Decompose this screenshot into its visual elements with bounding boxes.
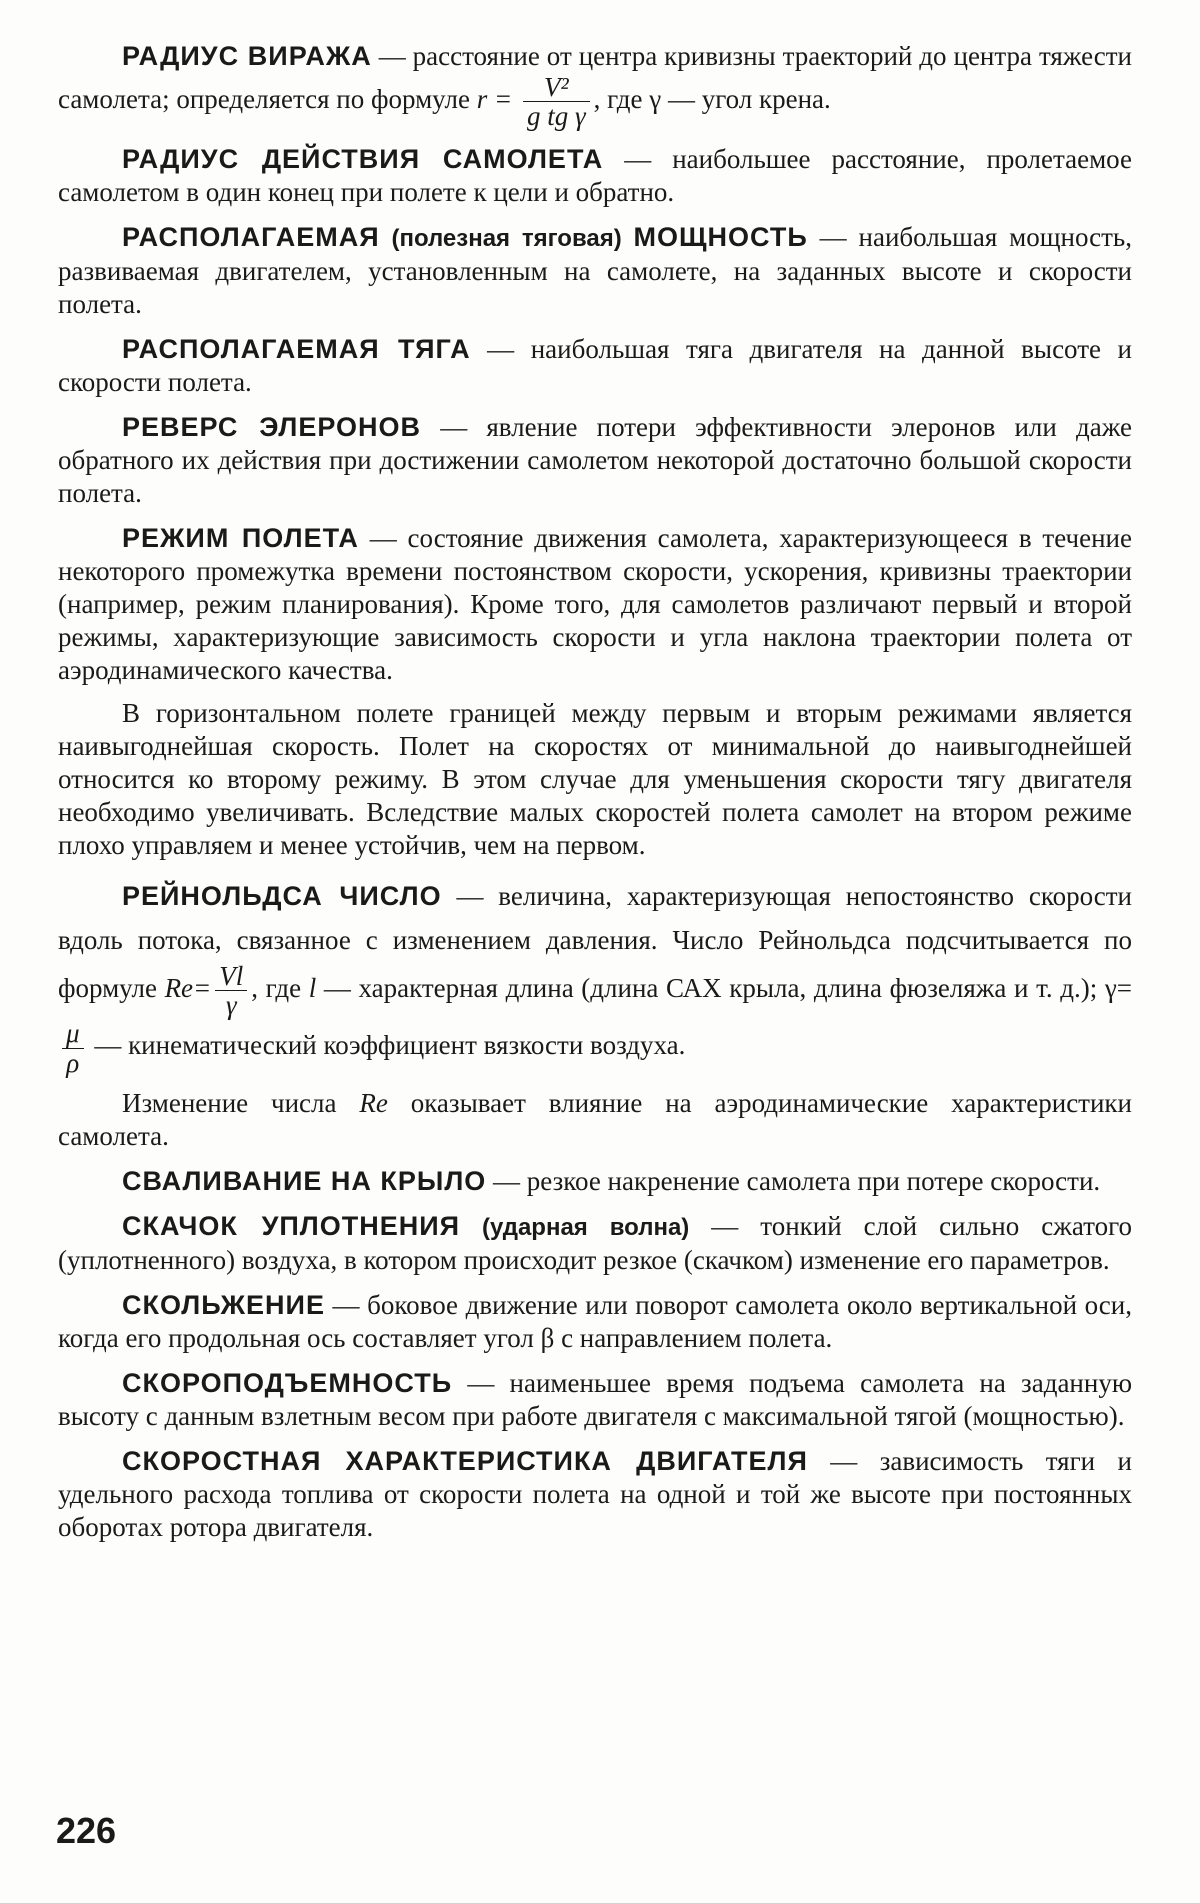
entry-text: Изменение числа	[122, 1088, 360, 1119]
entry-text: — расстояние от центра кривизны траекторий до центра тяжести самолета; определяется по формуле	[58, 41, 1133, 115]
entry-reynolds	[58, 874, 1132, 1077]
entry-text: — боковое движение или поворот самолета около вертикальной оси, когда его продольная ось составляет угол β с направлением полета.	[58, 1290, 1132, 1354]
reynolds-symbol: Re	[359, 1088, 388, 1119]
formula-denominator: ρ	[66, 1047, 80, 1078]
entry-rezhim-poleta	[58, 522, 1132, 687]
entry-text: — характерная длина (длина САХ крыла, длина фюзеляжа и т. д.); γ=	[316, 972, 1132, 1003]
entry-text: — зависимость тяги и удельного расхода топлива от скорости полета на одной и той же высоте при постоянных оборотах ротора двигателя.	[58, 1446, 1132, 1543]
entry-raspolag-tyaga	[58, 333, 1132, 399]
entry-text: — наибольшее расстояние, пролетаемое самолетом в один конец при полете к цели и обратно.	[58, 143, 1132, 207]
entry-skachok	[58, 1210, 1132, 1277]
entry-text: — состояние движения самолета, характеризующееся в течение некоторого промежутка времени постоянством скорости, ускорения, кривизны траектории (например, режим планирования). Кроме того, для самолетов различают первый и второй режимы, характеризующие зависимость скорости и угла наклона траектории полета от аэродинамического качества.	[58, 522, 1132, 685]
entry-term: РЕЖИМ ПОЛЕТА	[122, 522, 359, 553]
entry-term: РАСПОЛАГАЕМАЯ ТЯГА	[122, 333, 471, 364]
entry-svalivanie	[58, 1165, 1132, 1198]
entry-term: РЕЙНОЛЬДСА ЧИСЛО	[122, 880, 442, 911]
entry-skoropodemnost	[58, 1367, 1132, 1433]
entry-radius-virazha	[58, 40, 1132, 131]
entry-text: В горизонтальном полете границей между первым и вторым режимами является наивыгоднейшая скорость. Полет на скоростях от минимальной до наивыгоднейшей относится ко второму режиму. В этом случае для уменьшения скорости тягу двигателя необходимо увеличивать. Вследствие малых скоростей полета самолет на втором режиме плохо управляем и менее устойчив, чем на первом.	[58, 697, 1132, 860]
length-symbol: l	[308, 972, 317, 1003]
entry-text: — наибольшая тяга двигателя на данной высоте и скорости полета.	[58, 333, 1132, 397]
entry-revers-eleronov	[58, 411, 1132, 510]
formula-numerator: Vl	[215, 962, 247, 991]
entry-text: — явление потери эффективности элеронов или даже обратного их действия при достижении самолетом некоторой достаточно большой скорости полета.	[58, 411, 1132, 508]
reynolds-formula	[215, 962, 247, 1020]
entry-term: СКОРОПОДЪЕМНОСТЬ	[122, 1368, 453, 1399]
entry-term: СКОРОСТНАЯ ХАРАКТЕРИСТИКА ДВИГАТЕЛЯ	[122, 1446, 808, 1477]
entry-skorostnaya	[58, 1445, 1132, 1544]
formula-numerator: V²	[523, 73, 590, 102]
entry-text: — тонкий слой сильно сжатого (уплотненного) воздуха, в котором происходит резкое (скачком) изменение его параметров.	[58, 1211, 1132, 1276]
entry-text-tail: оказывает влияние на аэродинамические характеристики самолета.	[58, 1088, 1133, 1152]
entry-term-paren: (полезная тяговая)	[379, 224, 634, 252]
entry-reynolds-paragraph	[58, 1087, 1132, 1153]
entry-text-tail: , где γ — угол крена.	[593, 84, 831, 115]
entry-radius-deystviya	[58, 143, 1132, 209]
entry-skolzhenie	[58, 1289, 1132, 1355]
formula-numerator: μ	[62, 1019, 84, 1048]
entry-term: СВАЛИВАНИЕ НА КРЫЛО	[122, 1166, 487, 1197]
entry-text: — наименьшее время подъема самолета на заданную высоту с данным взлетным весом при работе двигателя с максимальной тягой (мощностью).	[58, 1368, 1132, 1432]
formula-lhs: r =	[476, 84, 513, 115]
entry-term: СКАЧОК УПЛОТНЕНИЯ	[122, 1211, 461, 1242]
entry-text: — наибольшая мощность, развиваемая двигателем, установленным на самолете, на заданных высоте и скорости полета.	[58, 221, 1132, 319]
entry-term: РАДИУС ВИРАЖА	[122, 41, 372, 71]
entry-raspolag-moshchnost	[58, 221, 1132, 321]
entry-text: — величина, характеризующая непостоянство скорости вдоль потока, связанное с изменением давления. Число Рейнольдса подсчитывается по формуле	[58, 880, 1132, 1003]
entry-rezhim-paragraph	[58, 697, 1132, 862]
formula-denominator: g tg γ	[526, 101, 586, 132]
entry-text-tail: — кинематический коэффициент вязкости воздуха.	[87, 1030, 686, 1061]
entry-term: РЕВЕРС ЭЛЕРОНОВ	[122, 411, 422, 442]
page-number: 226	[56, 1810, 117, 1851]
entry-text: — резкое накренение самолета при потере скорости.	[486, 1166, 1101, 1197]
entry-text: , где	[251, 972, 309, 1003]
formula-lhs: Re=	[164, 972, 212, 1003]
turn-radius-formula	[523, 73, 590, 131]
entry-term-paren: (ударная волна)	[460, 1214, 690, 1242]
viscosity-formula	[62, 1019, 84, 1077]
entry-term-tail: МОЩНОСТЬ	[633, 221, 808, 252]
formula-denominator: γ	[225, 990, 237, 1021]
entry-term: СКОЛЬЖЕНИЕ	[122, 1290, 325, 1321]
entry-term: РАСПОЛАГАЕМАЯ	[122, 221, 380, 252]
entry-term: РАДИУС ДЕЙСТВИЯ САМОЛЕТА	[122, 143, 604, 174]
